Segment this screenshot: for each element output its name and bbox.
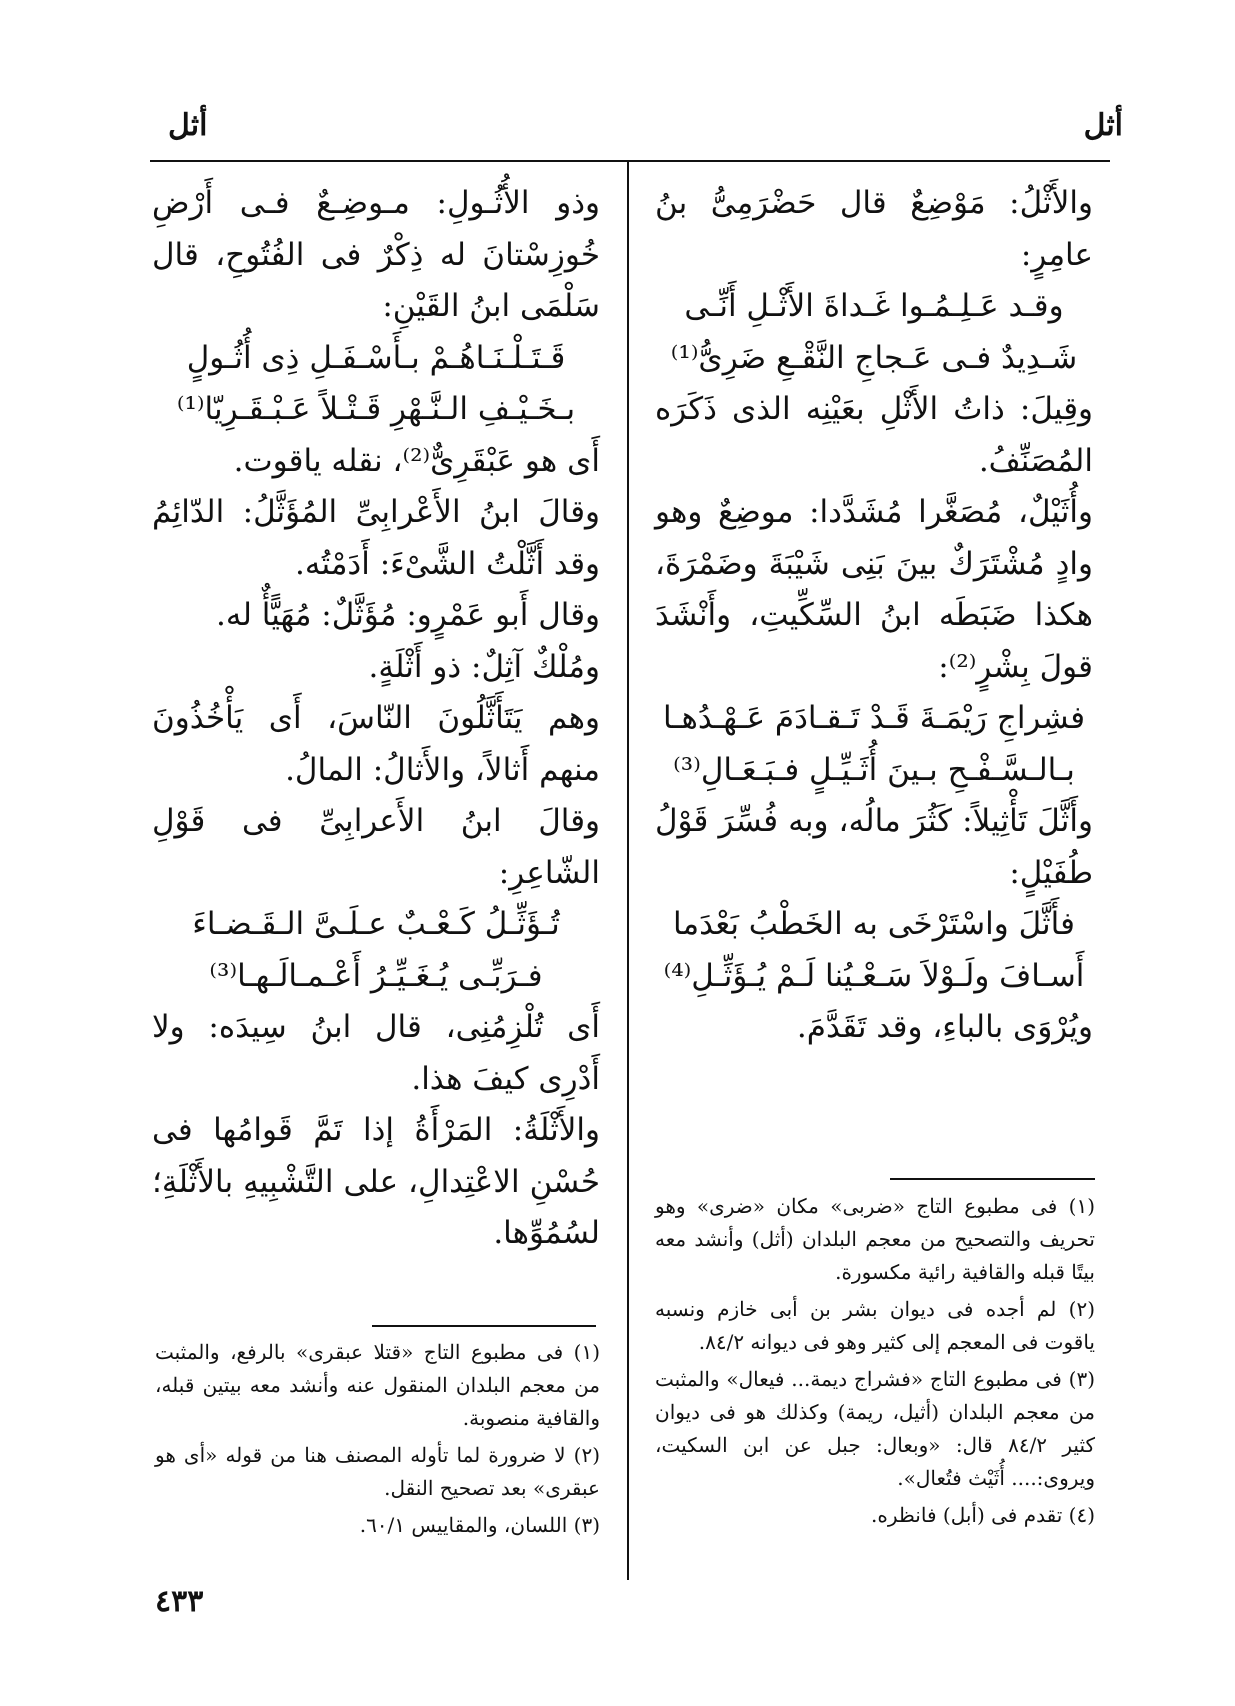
left-column-paragraph: أَى تُلْزِمُنِى، قال ابنُ سِيدَه: ولا أَدْرِى كيفَ هذا. <box>152 1009 600 1097</box>
right-column <box>655 178 1093 1054</box>
right-column-paragraph: والأَثْلُ: مَوْضِعٌ قال حَضْرَمِىُّ بنُ عامِرٍ: <box>655 185 1093 273</box>
right-column-verse-line: وقـد عَـلِـمُـوا غَـداةَ الأَثْـلِ أَنِّـى <box>684 288 1064 324</box>
left-footnote: (٣) اللسان، والمقاييس ٦٠/١. <box>359 1513 600 1537</box>
right-footnote: (١) فى مطبوع التاج «ضربى» مكان «ضرى» وهو تحريف والتصحيح من معجم البلدان (أثل) وأنشد معه بيتًا قبله والقافية رائية مكسورة. <box>655 1194 1095 1284</box>
right-column-paragraph: وأَثَّلَ تَأْثِيلاً: كَثُرَ مالُه، وبه فُسِّرَ قَوْلُ طُفَيْلٍ: <box>655 803 1093 891</box>
footnotes-left <box>155 1336 600 1546</box>
left-footnote: (١) فى مطبوع التاج «قتلا عبقرى» بالرفع، والمثبت من معجم البلدان المنقول عنه وأنشد معه بيتين قبله، والقافية منصوبة. <box>155 1340 600 1430</box>
right-column-paragraph: ويُرْوَى بالباءِ، وقد تَقَدَّمَ. <box>796 1009 1093 1045</box>
left-footnote: (٢) لا ضرورة لما تأوله المصنف هنا من قوله «أى هو عبقرى» بعد تصحيح النقل. <box>155 1443 600 1500</box>
right-column-paragraph: وقِيلَ: ذاتُ الأَثْلِ بعَيْنِه الذى ذَكَرَه المُصَنِّفُ. <box>655 391 1093 479</box>
left-column-paragraph: أَى هو عَبْقَرِىٌّ⁽²⁾، نقله ياقوت. <box>233 442 600 479</box>
footnote-rule-left <box>372 1325 596 1327</box>
right-column-paragraph: وأُثَيْلٌ، مُصَغَّرا مُشَدَّدا: موضِعٌ وهو وادٍ مُشْتَرَكٌ بينَ بَنِى شَيْبَةَ وضَمْرَةَ، هكذا ضَبَطَه ابنُ السِّكِّيتِ، وأَنْشَدَ قولَ بِشْرٍ⁽²⁾: <box>655 494 1093 685</box>
left-column-paragraph: وذو الأُثُـولِ: مـوضِـعٌ فـى أَرْضِ خُوزِسْتانَ له ذِكْرٌ فى الفُتُوحِ، قال سَلْمَى ابنُ القَيْنِ: <box>152 185 600 324</box>
right-footnote: (٣) فى مطبوع التاج «فشراج ديمة... فيعال» والمثبت من معجم البلدان (أثيل، ريمة) وكذلك هو فى ديوان كثير ٨٤/٢ قال: «وبعال: جبل عن ابن السكيت، ويروى:.... أُثَيْث فتُعال». <box>655 1367 1095 1490</box>
right-column-verse-line: بـالـسَّـفْـحِ بـينَ أُثَـيِّـلٍ فـبَـعَـالِ⁽³⁾ <box>673 751 1075 788</box>
left-column-verse-line: فـرَبِّـى يُـغَـيِّـرُ أَعْـمـالَـهـا⁽³⁾ <box>209 957 543 994</box>
right-column-verse-line: فشِراجِ رَيْمَـةَ قَـدْ تَـقـادَمَ عَـهْـدُهـا <box>662 700 1086 736</box>
column-divider <box>627 160 629 1580</box>
footnotes-right <box>655 1190 1095 1536</box>
right-column-verse-line: فأَثَّلَ واسْتَرْخَى به الخَطْبُ بَعْدَما <box>673 906 1075 942</box>
left-column-verse-line: تُـؤَثِّـلُ كَـعْـبٌ عـلَـىَّ الـقَـضـاءَ <box>192 906 560 942</box>
running-header-left: أثل <box>168 108 208 143</box>
left-column-paragraph: وقالَ ابنُ الأَعْرابِىِّ المُؤَثَّلُ: الدّائِمُ وقد أَثَّلْتُ الشَّىْءَ: أَدَمْتُه. <box>152 494 600 582</box>
right-footnote: (٢) لم أجده فى ديوان بشر بن أبى خازم ونسبه ياقوت فى المعجم إلى كثير وهو فى ديوانه ٨٤/٢. <box>655 1297 1095 1354</box>
left-column-paragraph: ومُلْكٌ آثِلٌ: ذو أَثْلَةٍ. <box>368 648 600 685</box>
right-column-verse-line: شَـدِيدٌ فـى عَـجاجِ النَّقْـعِ ضَرِىُّ⁽¹⁾ <box>670 339 1078 376</box>
right-footnote: (٤) تقدم فى (أبل) فانظره. <box>871 1503 1095 1527</box>
left-column-paragraph: وقالَ ابنُ الأَعرابِىِّ فى قَوْلِ الشّاعِرِ: <box>152 803 600 891</box>
left-column-paragraph: والأَثْلَةُ: المَرْأَةُ إذا تَمَّ قَوامُها فى حُسْنِ الاعْتِدالِ، على التَّشْبِيهِ بالأَثْلَةِ؛ لسُمُوِّها. <box>152 1112 600 1251</box>
page-number: ٤٣٣ <box>155 1584 204 1619</box>
footnote-rule-right <box>890 1178 1095 1180</box>
header-rule <box>150 160 1110 162</box>
left-column-verse-line: قَـتَـلْـنَـاهُـمْ بـأَسْـفَـلِ ذِى أُثُـولٍ <box>186 339 566 376</box>
left-column-paragraph: وقال أَبو عَمْرٍو: مُؤَثَّلٌ: مُهَيًّأٌ له. <box>215 597 600 633</box>
right-column-verse-line: أَسـافَ ولَـوْلاَ سَـعْـيُنا لَـمْ يُـؤَثِّـلِ⁽⁴⁾ <box>663 957 1085 994</box>
left-column-verse-line: بـخَـيْـفِ الـنَّـهْرِ قَـتْـلاً عَـبْـقَـرِيّا⁽¹⁾ <box>176 391 576 427</box>
running-header-right: أثل <box>1083 108 1123 143</box>
left-column <box>152 178 600 1260</box>
left-column-paragraph: وهم يَتَأَثَّلُونَ النّاسَ، أَى يَأْخُذُونَ منهم أَثالاً، والأَثالُ: المالُ. <box>152 700 600 788</box>
